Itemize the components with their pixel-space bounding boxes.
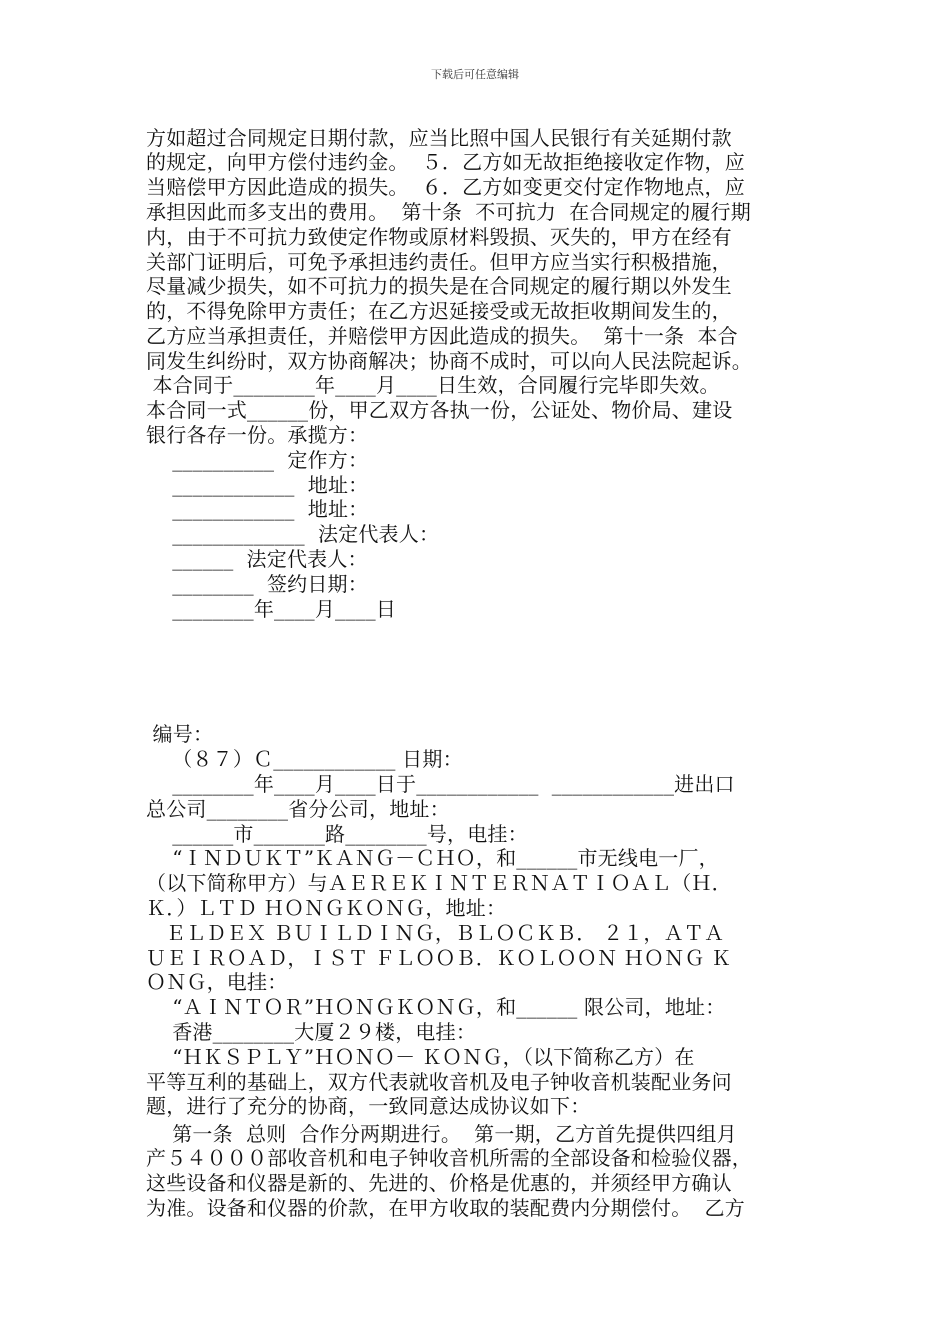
text-line: ＥＬＤＥＸ ＢＵＩＬＤＩＮＧ，ＢＬＯＣＫＢ． ２１，ＡＴＡ [146,921,725,945]
text-line: 银行各存一份。承揽方： [146,423,369,447]
text-line: 题，进行了充分的协商，一致同意达成协议如下： [146,1094,591,1118]
signature-line: ______ 法定代表人： [146,547,368,571]
signature-line: ____________ 地址： [146,497,369,521]
signature-line: ________ 签约日期： [146,572,368,596]
text-line: （８７）Ｃ____________ 日期： [146,747,463,771]
text-line: 内，由于不可抗力致使定作物或原材料毁损、灭失的，甲方在经有 [146,225,732,249]
text-line: 的，不得免除甲方责任；在乙方迟延接受或无故拒收期间发生的， [146,299,732,323]
text-line: ________年____月____日于____________ ____________进出口 [146,772,735,796]
text-line: 这些设备和仪器是新的、先进的、价格是优惠的，并须经甲方确认 [146,1171,732,1195]
text-line: “ＩＮＤＵＫＴ”ＫＡＮＧ－ＣＨＯ，和______市无线电一厂， [146,846,719,870]
text-line: 总公司________省分公司，地址： [146,797,450,821]
text-line: 尽量减少损失，如不可抗力的损失是在合同规定的履行期以外发生 [146,274,732,298]
text-line: 本合同一式______份，甲乙双方各执一份，公证处、物价局、建设 [146,398,733,422]
text-line: 第一条 总则 合作分两期进行。 第一期，乙方首先提供四组月 [146,1122,737,1146]
signature-line: ____________ 地址： [146,473,369,497]
text-line: Ｋ．）ＬＴＤ ＨＯＮＧＫＯＮＧ，地址： [146,896,507,920]
text-line: ＵＥＩＲＯＡＤ，ＩＳＴ ＦＬＯＯＢ．ＫＯＬＯＯＮ ＨＯＮＧ Ｋ [146,946,732,970]
page-header-note: 下载后可任意编辑 [431,68,519,81]
text-line: 方如超过合同规定日期付款，应当比照中国人民银行有关延期付款 [146,126,732,150]
text-line: 的规定，向甲方偿付违约金。 ５．乙方如无故拒绝接收定作物，应 [146,150,745,174]
text-line: 产５４０００部收音机和电子钟收音机所需的全部设备和检验仪器， [146,1146,752,1170]
signature-line: __________ 定作方： [146,448,369,472]
text-line: “ＨＫＳＰＬＹ”ＨＯＮＯ－ ＫＯＮＧ，（以下简称乙方）在 [146,1045,695,1069]
signature-line: ________年____月____日 [146,597,397,621]
text-line: ______市_______路________号，电挂： [146,822,528,846]
text-line: 香港________大厦２９楼，电挂： [146,1020,477,1044]
text-line: 乙方应当承担责任，并赔偿甲方因此造成的损失。 第十一条 本合 [146,324,738,348]
document-number-label: 编号： [146,722,214,746]
text-line: 平等互利的基础上，双方代表就收音机及电子钟收音机装配业务问 [146,1070,732,1094]
text-line: ＯＮＧ，电挂： [146,970,288,994]
text-line: 本合同于________年____月____日生效，合同履行完毕即失效。 [146,373,720,397]
signature-line: _____________ 法定代表人： [146,522,440,546]
text-line: 为准。设备和仪器的价款，在甲方收取的装配费内分期偿付。 乙方 [146,1196,745,1220]
text-line: 承担因此而多支出的费用。 第十条 不可抗力 在合同规定的履行期 [146,200,751,224]
text-line: “ＡＩＮＴＯＲ”ＨＯＮＧＫＯＮＧ，和______ 限公司，地址： [146,995,726,1019]
text-line: 同发生纠纷时，双方协商解决；协商不成时，可以向人民法院起诉。 [146,349,752,373]
text-line: （以下简称甲方）与ＡＥＲＥＫＩＮＴＥＲＮＡＴＩＯＡＬ（Ｈ． [146,871,732,895]
text-line: 关部门证明后，可免予承担违约责任。但甲方应当实行积极措施， [146,250,732,274]
text-line: 当赔偿甲方因此造成的损失。 ６．乙方如变更交付定作物地点，应 [146,175,745,199]
